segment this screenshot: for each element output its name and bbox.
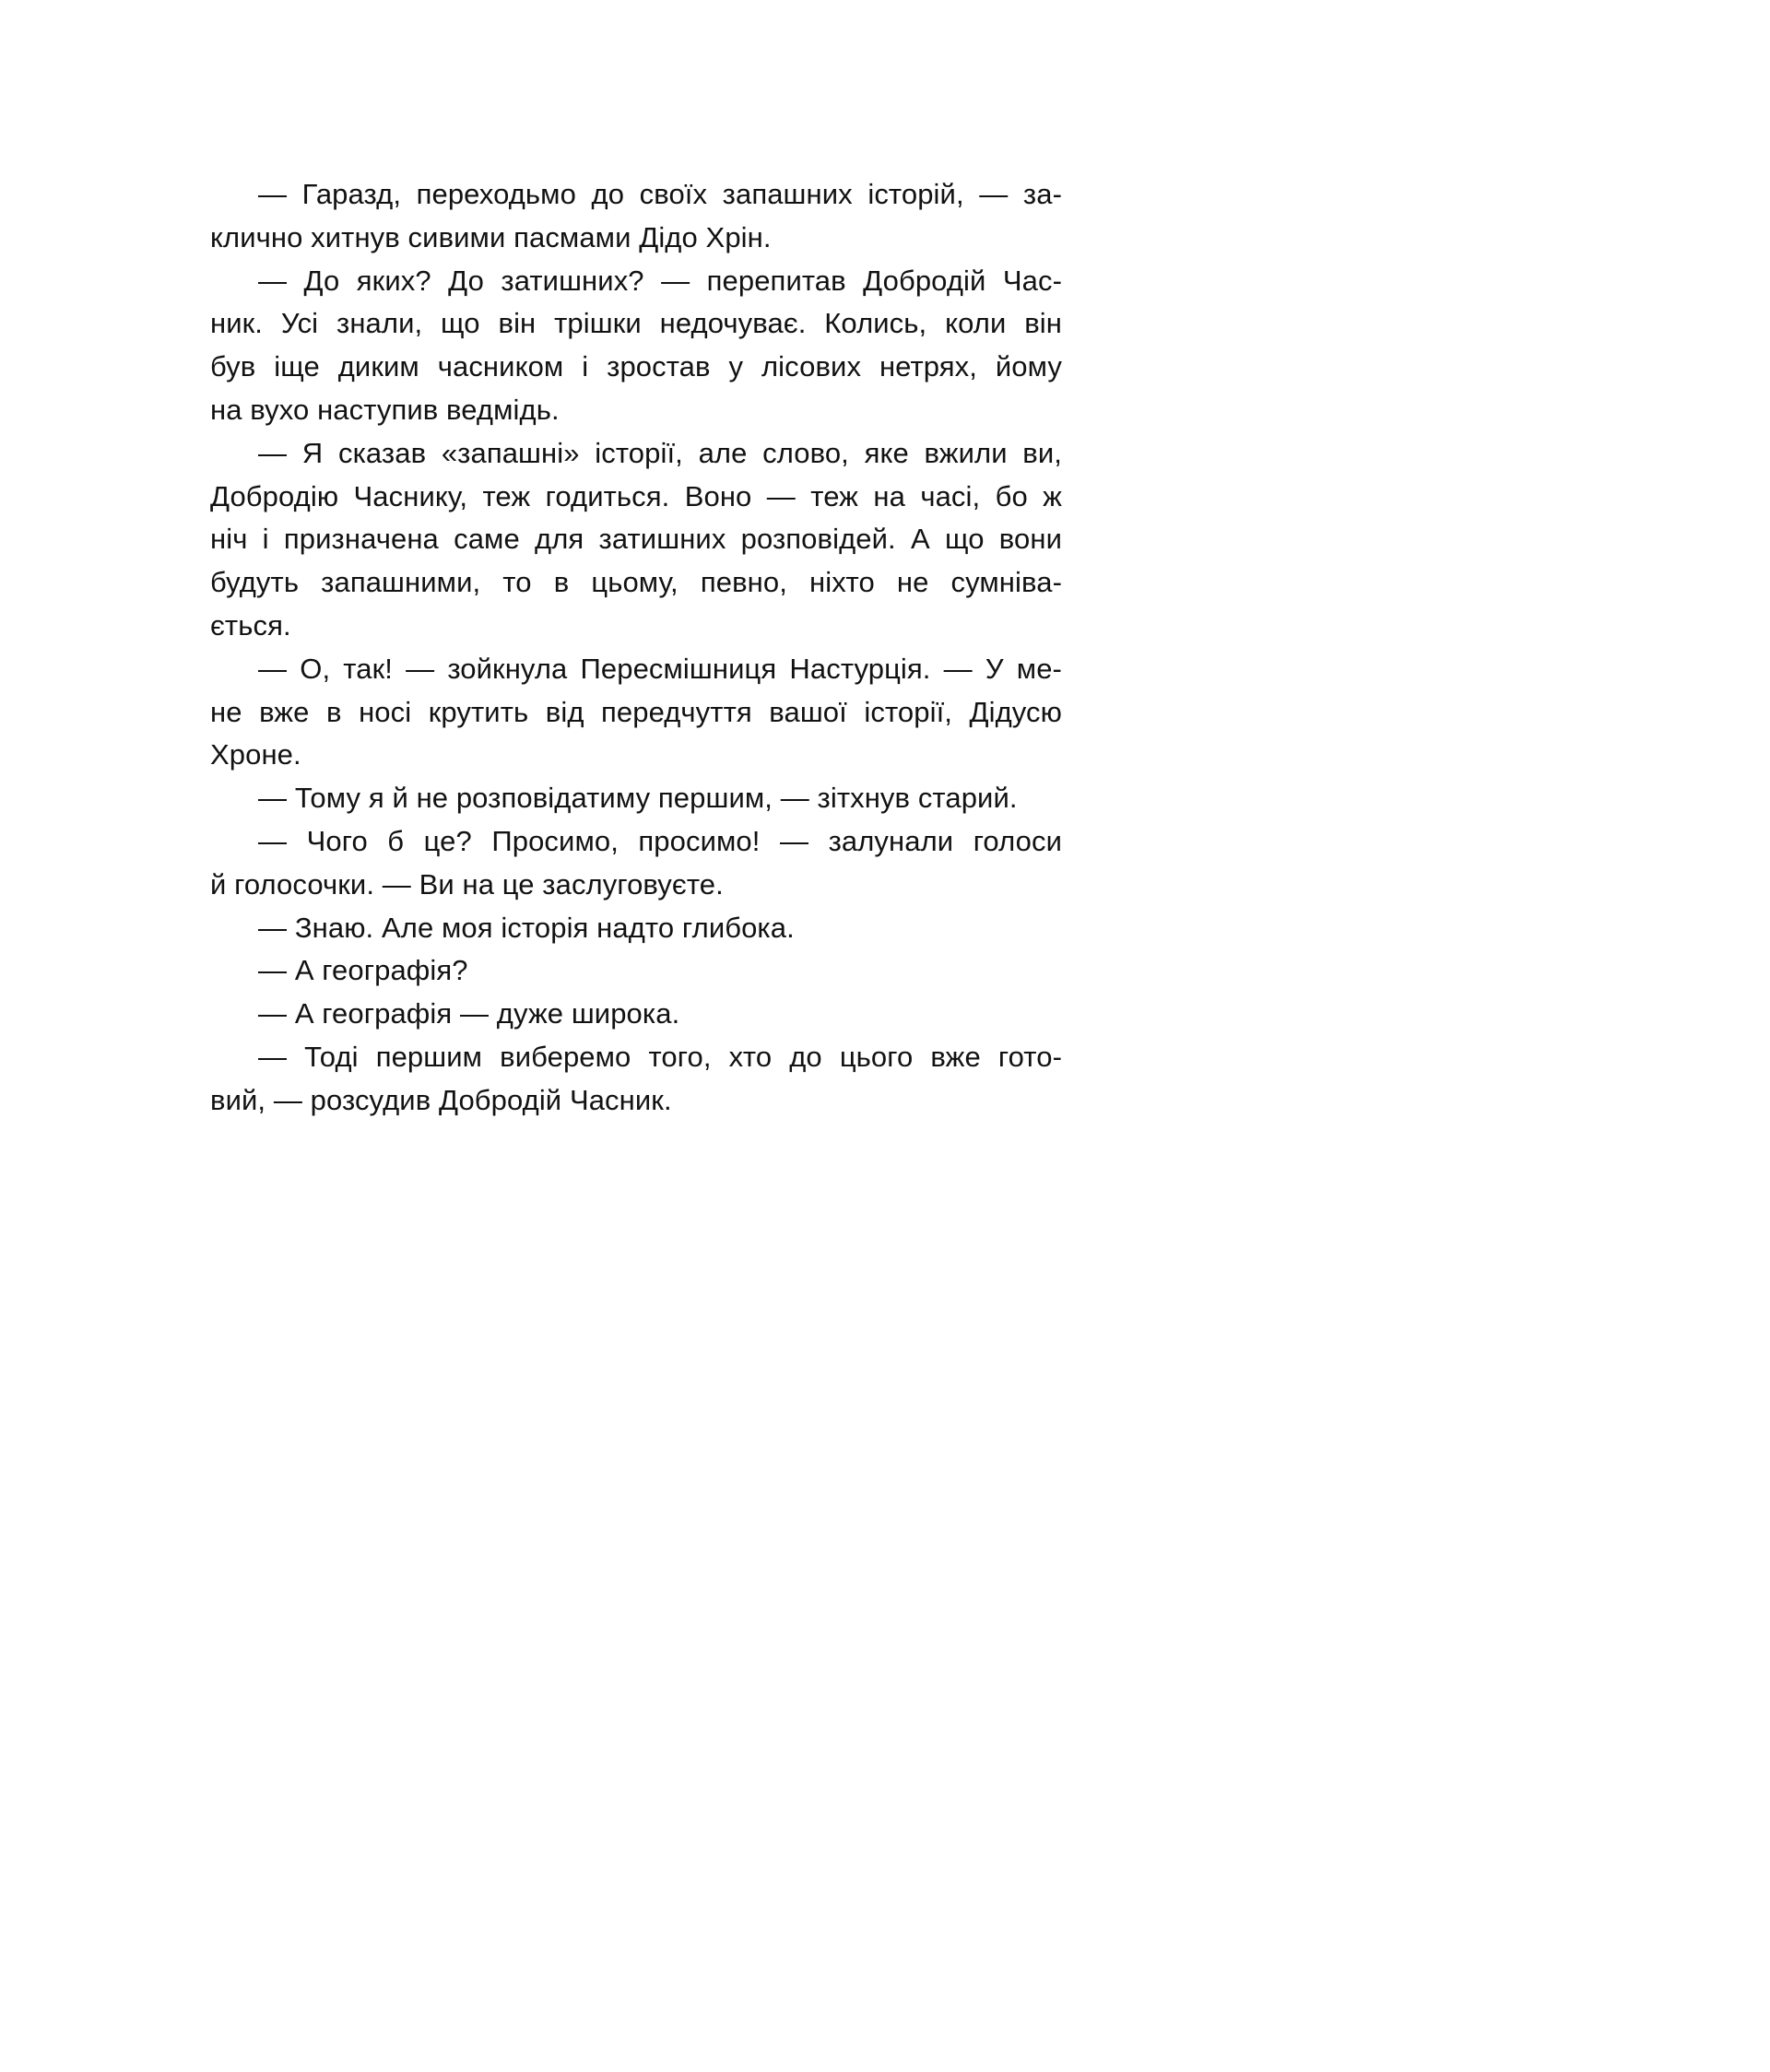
text-line: будуть запашними, то в цьому, певно, ніхто не сумніва-	[210, 566, 1062, 599]
text-line: — Знаю. Але моя історія надто глибока.	[258, 911, 795, 944]
text-line: й голосочки. — Ви на це заслуговуєте.	[210, 867, 724, 901]
text-line: ник. Усі знали, що він трішки недочуває. Колись, коли він	[210, 307, 1062, 340]
text-line: — Гаразд, переходьмо до своїх запашних історій, — за-	[258, 178, 1062, 210]
text-line: — А географія — дуже широка.	[258, 997, 680, 1030]
paragraph	[210, 260, 1062, 432]
text-line: — До яких? До затишних? — перепитав Добродій Час-	[258, 264, 1062, 297]
text-line: — А географія?	[258, 954, 468, 987]
page-text-block	[210, 173, 1062, 1123]
text-line: — Тоді першим виберемо того, хто до цього вже гото-	[258, 1040, 1062, 1073]
text-line: — Я сказав «запашні» історії, але слово, яке вжили ви,	[258, 436, 1062, 469]
text-line: Добродію Часнику, теж годиться. Воно — теж на часі, бо ж	[210, 479, 1062, 512]
paragraph	[210, 432, 1062, 648]
text-line: — Чого б це? Просимо, просимо! — залунали голоси	[258, 824, 1062, 857]
text-line: був іще диким часником і зростав у лісових нетрях, йому	[210, 350, 1062, 383]
text-line: — О, так! — зойкнула Пересмішниця Настурція. — У ме-	[258, 652, 1062, 685]
paragraph	[210, 907, 1062, 950]
text-line: ється.	[210, 608, 291, 642]
text-line: вий, — розсудив Добродій Часник.	[210, 1083, 672, 1116]
text-line: на вухо наступив ведмідь.	[210, 393, 560, 426]
text-line: не вже в носі крутить від передчуття вашої історії, Дідусю	[210, 695, 1062, 728]
paragraph	[210, 173, 1062, 260]
text-line: ніч і призначена саме для затишних розповідей. А що вони	[210, 523, 1062, 556]
paragraph	[210, 820, 1062, 907]
text-line: клично хитнув сивими пасмами Дідо Хрін.	[210, 220, 772, 253]
paragraph	[210, 949, 1062, 993]
text-line: — Тому я й не розповідатиму першим, — зітхнув старий.	[258, 782, 1018, 815]
text-line: Хроне.	[210, 738, 301, 771]
paragraph	[210, 648, 1062, 777]
paragraph	[210, 1036, 1062, 1123]
paragraph	[210, 777, 1062, 820]
paragraph	[210, 993, 1062, 1036]
